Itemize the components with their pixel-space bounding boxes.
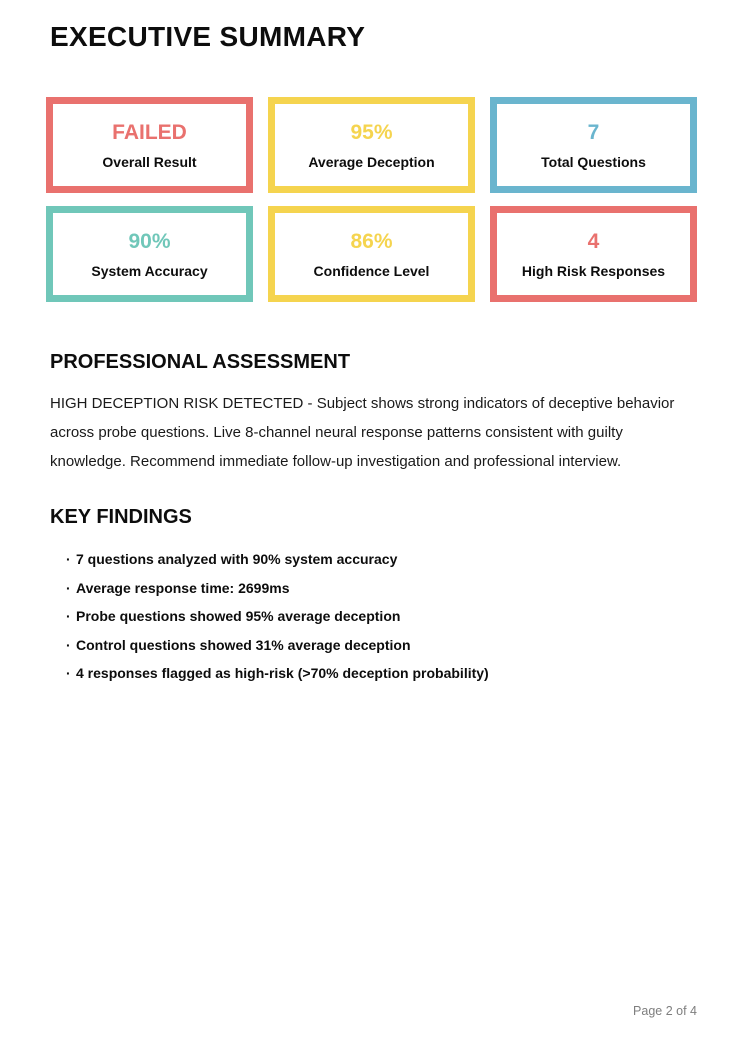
stat-value: 7: [587, 120, 600, 144]
page-title: EXECUTIVE SUMMARY: [50, 21, 366, 52]
stat-card-confidence-level: [268, 206, 475, 302]
stat-value: 4: [587, 229, 600, 253]
stat-card-total-questions: [490, 97, 697, 193]
finding-item: · 7 questions analyzed with 90% system accuracy: [50, 552, 697, 566]
stat-value: 86%: [350, 229, 393, 253]
finding-item: · Average response time: 2699ms: [50, 581, 697, 595]
stat-card-overall-result: [46, 97, 253, 193]
stat-value: 90%: [128, 229, 171, 253]
stat-label: Total Questions: [541, 153, 646, 170]
assessment-paragraph: HIGH DECEPTION RISK DETECTED - Subject shows strong indicators of deceptive behavior across probe questions. Live 8-channel neural response patterns consistent with guilty knowledge. Recommend immediate follow-up investigation and professional interview.: [50, 395, 675, 470]
page-number-footer: Page 2 of 4: [633, 1004, 697, 1018]
stat-label: System Accuracy: [91, 262, 208, 279]
key-findings-list: [50, 552, 697, 680]
stat-label: Average Deception: [308, 153, 435, 170]
assessment-section-heading: PROFESSIONAL ASSESSMENT: [50, 351, 351, 373]
finding-item: · Probe questions showed 95% average deception: [50, 609, 697, 623]
stat-value: 95%: [350, 120, 393, 144]
stat-value: FAILED: [112, 120, 187, 144]
stat-card-system-accuracy: [46, 206, 253, 302]
findings-section-heading: KEY FINDINGS: [50, 506, 192, 528]
finding-item: · Control questions showed 31% average deception: [50, 638, 697, 652]
stat-cards-grid: [46, 97, 697, 302]
stat-label: Confidence Level: [313, 262, 430, 279]
finding-item: · 4 responses flagged as high-risk (>70% deception probability): [50, 666, 697, 680]
stat-card-average-deception: [268, 97, 475, 193]
stat-label: Overall Result: [102, 153, 197, 170]
stat-label: High Risk Responses: [521, 262, 666, 279]
stat-card-high-risk-responses: [490, 206, 697, 302]
